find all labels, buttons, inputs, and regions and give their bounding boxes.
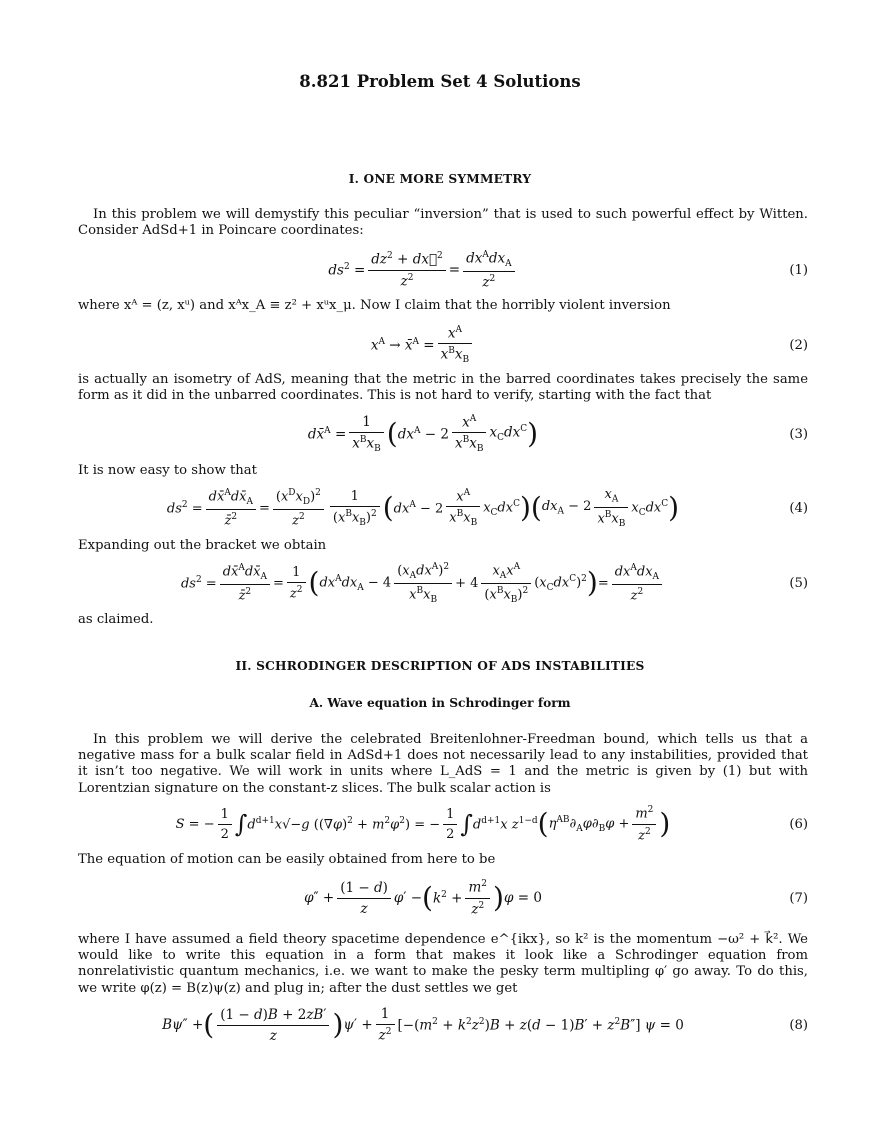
equation-number-8: (8) (789, 1017, 808, 1033)
equation-3-body: dx̄$^A$ = $\frac{1}{x^Bx_B}$ ( $dx^A - 2$ $\frac{x^A}{x^Bx_B}$ $x_Cdx^C$ ) (307, 413, 539, 455)
equation-number-3: (3) (789, 426, 808, 442)
equation-6-body: S = − $\frac{1}{2}$ ∫ $d^{d+1}x√-g$ $((\nabla\varphi)^2 + m^2\varphi^2)$ = − $\frac{1}{2}$ ∫ $d^{d+1}x$ $z^{1-d}$ ( $\eta^{AB}\partial_A\varphi\partial_B\varphi$ + $\frac{m^2}{z^2}$ ) (175, 805, 671, 843)
paragraph-4: It is now easy to show that (78, 463, 257, 478)
paragraph-8: The equation of motion can be easily obtained from here to be (78, 852, 496, 867)
equation-number-5: (5) (789, 575, 808, 591)
paragraph-7: In this problem we will derive the celebrated Breitenlohner-Freedman bound, which tells us that a negative mass for a bulk scalar field in AdSd+1 does not necessarily lead to any instabilities, provided that it isn’t too negative. We will work in units where L_AdS = 1 and the metric is given by (1) but with Lorentzian signature on the constant-z slices. The bulk scalar action is (78, 732, 808, 796)
equation-2 (78, 321, 808, 369)
paragraph-3: is actually an isometry of AdS, meaning that the metric in the barred coordinates takes precisely the same form as it did in the unbarred coordinates. This is not hard to verify, starting with the fact that (78, 372, 808, 404)
equation-1 (78, 246, 808, 294)
equation-number-1: (1) (789, 262, 808, 278)
equation-5-body: $ds^2$ = $\frac{dx̄^Adx̄_A}{z̄^2}$ = $\frac{1}{z^2}$ ( $dx^Adx_A - 4$ $\frac{(x_Adx^A)^2}{x^Bx_B}$ + 4 $\frac{x_Ax^A}{(x^Bx_B)^2}$ $(x_Cdx^C)^2$ ) = $\frac{dx^Adx_A}{z^2}$ (78, 559, 768, 607)
subsection-heading-a: A. Wave equation in Schrodinger form (309, 696, 571, 710)
section-heading-1: I. ONE MORE SYMMETRY (348, 172, 532, 186)
equation-number-6: (6) (789, 816, 808, 832)
section-heading-2: II. SCHRODINGER DESCRIPTION OF ADS INSTABILITIES (235, 659, 645, 673)
equation-3 (78, 410, 808, 458)
equation-7-body: φ″ + $\frac{(1 - d)}{z}$ φ′ − ( $k^2$ + $\frac{m^2}{z^2}$ ) φ = 0 (304, 879, 542, 917)
paragraph-2: where xᴬ = (z, xᵘ) and xᴬx_A ≡ z² + xᵘx_μ. Now I claim that the horribly violent inversion (78, 298, 671, 313)
paragraph-5: Expanding out the bracket we obtain (78, 538, 327, 553)
paragraph-9: where I have assumed a field theory spacetime dependence e^{ikx}, so k² is the momentum −ω² + k⃗². We would like to write this equation in a form that makes it look like a Schrodinger equation from nonrelativistic quantum mechanics, i.e. we want to make the pesky term multipling φ′ go away. To do this, we write φ(z) = B(z)ψ(z) and plug in; after the dust settles we get (78, 932, 808, 996)
equation-1-body: $ds^2$ = $\frac{dz^2 + dx⃗^2}{z^2}$ = $\frac{dx^Adx_A}{z^2}$ (78, 246, 768, 294)
equation-2-body: $x^A$ → x̄$^A$ = $\frac{x^A}{x^Bx_B}$ (78, 321, 768, 369)
equation-7 (78, 874, 808, 922)
equation-6 (78, 800, 808, 848)
equation-8 (78, 1001, 808, 1049)
paragraph-6: as claimed. (78, 612, 154, 627)
equation-number-4: (4) (789, 500, 808, 516)
equation-8-body: Bψ″ + ( $\frac{(1 - d)B + 2zB'}{z}$ ) ψ′ + $\frac{1}{z^2}$ $[-(m^2 + k^2z^2)B + z(d - 1)B' + z^2B''] \psi = 0$ (162, 1006, 684, 1044)
equation-4 (78, 484, 808, 532)
equation-5 (78, 559, 808, 607)
equation-number-2: (2) (789, 337, 808, 353)
paragraph-1: In this problem we will demystify this peculiar “inversion” that is used to such powerful effect by Witten. Consider AdSd+1 in Poincare coordinates: (78, 207, 808, 239)
equation-number-7: (7) (789, 890, 808, 906)
equation-4-body: $ds^2$ = $\frac{dx̄^Adx̄_A}{z̄^2}$ = $\frac{(x^Dx_D)^2}{z^2}$ $\frac{1}{(x^Bx_B)^2}$ ( $dx^A - 2$ $\frac{x^A}{x^Bx_B}$ $x_Cdx^C$ ) ( $dx_A - 2$ $\frac{x_A}{x^Bx_B}$ $x_Cdx^C$ ) (166, 487, 680, 529)
page-title: 8.821 Problem Set 4 Solutions (299, 72, 581, 91)
